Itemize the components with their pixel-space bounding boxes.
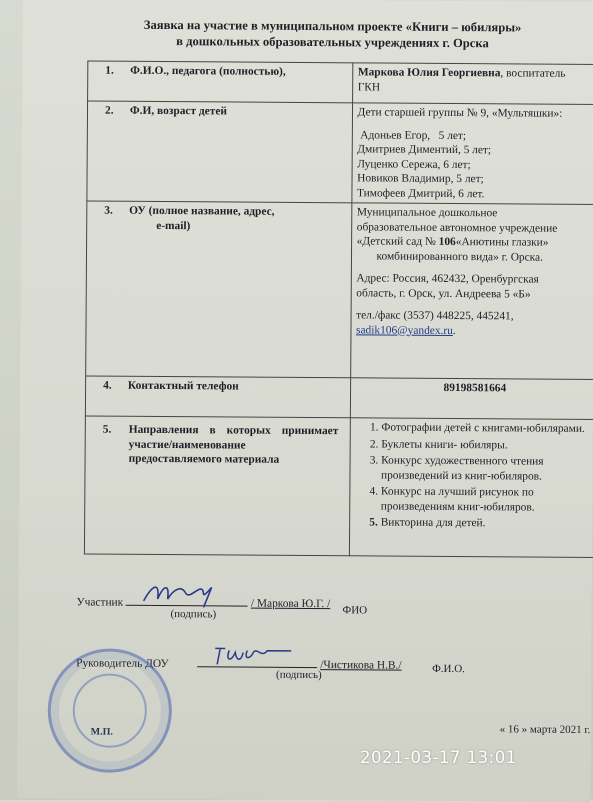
org-line: комбинированного вида» г. Орска. — [376, 249, 544, 264]
org-number: 106 — [438, 235, 456, 249]
row-number: 2. — [104, 104, 114, 117]
stamp-mp-label: М.П. — [90, 726, 113, 738]
table-row — [86, 201, 593, 380]
list-item: 1. Фотографии детей с книгами-юбилярами. — [381, 421, 593, 437]
children-list-cell — [351, 103, 593, 205]
table-row — [87, 101, 593, 205]
participant-label: Участник — [76, 596, 124, 609]
phone-fax-line: тел./факс (3537) 448225, 445241, — [356, 309, 514, 323]
document-date: « 16 » марта 2021 г. — [499, 723, 591, 736]
row-2-label-cell — [87, 101, 352, 203]
email-link[interactable]: sadik106@yandex.ru — [356, 323, 453, 337]
handwritten-signature-icon — [211, 638, 301, 669]
list-item — [381, 516, 593, 532]
row-number: 3. — [104, 204, 113, 217]
address-line: Адрес: Россия, 462432, Оренбургская — [356, 272, 539, 286]
head-label: Руководитель ДОУ — [76, 657, 169, 671]
official-stamp — [47, 648, 172, 773]
org-line — [357, 234, 593, 250]
org-text: «Детский сад № — [356, 235, 439, 248]
title-line-2: в дошкольных образовательных учреждениях г. Орска — [176, 34, 489, 51]
row-label: Ф.И, возраст детей — [129, 104, 228, 118]
teacher-position: , воспитатель — [500, 67, 566, 80]
row-1-label-cell — [88, 61, 353, 103]
application-table — [84, 60, 593, 558]
head-sign-caption: (подпись) — [276, 668, 322, 682]
row-4-label-cell — [85, 376, 350, 418]
row-label: Направления в которых принимает участие/наименование предоставляемого материала — [128, 423, 339, 466]
row-label: Контактный телефон — [127, 379, 239, 393]
row-3-label-cell — [86, 201, 352, 378]
title-line-1: Заявка на участие в муниципальном проекте «Книги – юбиляры» — [143, 17, 522, 35]
participant-fio-caption: ФИО — [342, 604, 368, 617]
table-row — [84, 416, 593, 558]
table-row — [85, 376, 593, 420]
list-item: 2. Буклеты книги- юбиляры. — [381, 437, 593, 453]
document-sheet — [17, 0, 593, 802]
child-entry: Дмитриев Диментий, 5 лет; — [357, 143, 492, 157]
email-line — [356, 323, 593, 339]
head-signature-field — [197, 654, 317, 668]
list-item: 3. Конкурс художественного чтения произведений из книг-юбиляров. — [381, 454, 593, 484]
row-1-value-cell — [352, 63, 593, 105]
row-number: 4. — [103, 379, 112, 392]
phone-number-cell — [350, 378, 593, 420]
org-line: Муниципальное дошкольное — [356, 206, 498, 220]
handwritten-signature-icon — [142, 579, 232, 610]
child-entry: Луценко Сережа, 6 лет; — [357, 157, 471, 171]
children-group-line: Дети старшей группы № 9, «Мультяшки»: — [357, 106, 563, 120]
table-row — [88, 61, 593, 105]
row-label-continued: e-mail) — [156, 219, 191, 232]
teacher-name: Маркова Юлия Георгиевна — [357, 66, 501, 80]
list-item: 4. Конкурс на лучший рисунок по произведениям книг-юбиляров. — [381, 485, 593, 515]
child-entry: Тимофеев Дмитрий, 6 лет. — [356, 186, 485, 200]
head-fio-caption: Ф.И.О. — [432, 662, 465, 676]
list-item-text: Викторина для детей. — [380, 516, 486, 530]
contact-phone: 89198581664 — [443, 381, 507, 395]
row-5-label-cell — [84, 416, 350, 556]
row-label: ОУ (полное название, адрес, — [129, 204, 275, 218]
directions-list — [355, 420, 593, 531]
email-tail: . — [452, 324, 456, 337]
camera-timestamp: 2021-03-17 13:01 — [360, 748, 517, 767]
participant-signature-field — [126, 593, 248, 607]
child-entry: Новиков Владимир, 5 лет; — [357, 172, 484, 186]
row-number: 5. — [102, 423, 112, 436]
organization-cell — [350, 203, 593, 380]
participant-name: / Маркова Ю.Г. / — [250, 597, 331, 611]
child-entry: Адоньев Егор, 5 лет; — [357, 128, 467, 142]
row-label: Ф.И.О., педагога (полностью), — [130, 64, 286, 78]
address-line: область, г. Орск, ул. Андреева 5 «Б» — [356, 286, 531, 301]
head-name: /Чистикова Н.В./ — [320, 659, 402, 672]
document-title — [102, 17, 562, 52]
directions-cell — [349, 418, 593, 558]
participant-sign-caption: (подпись) — [170, 608, 217, 621]
org-line: образовательное автономное учреждение — [356, 220, 558, 235]
teacher-group: ГКН — [357, 80, 381, 94]
row-number: 1. — [105, 64, 114, 77]
org-text: «Анютины глазки» — [455, 236, 549, 249]
